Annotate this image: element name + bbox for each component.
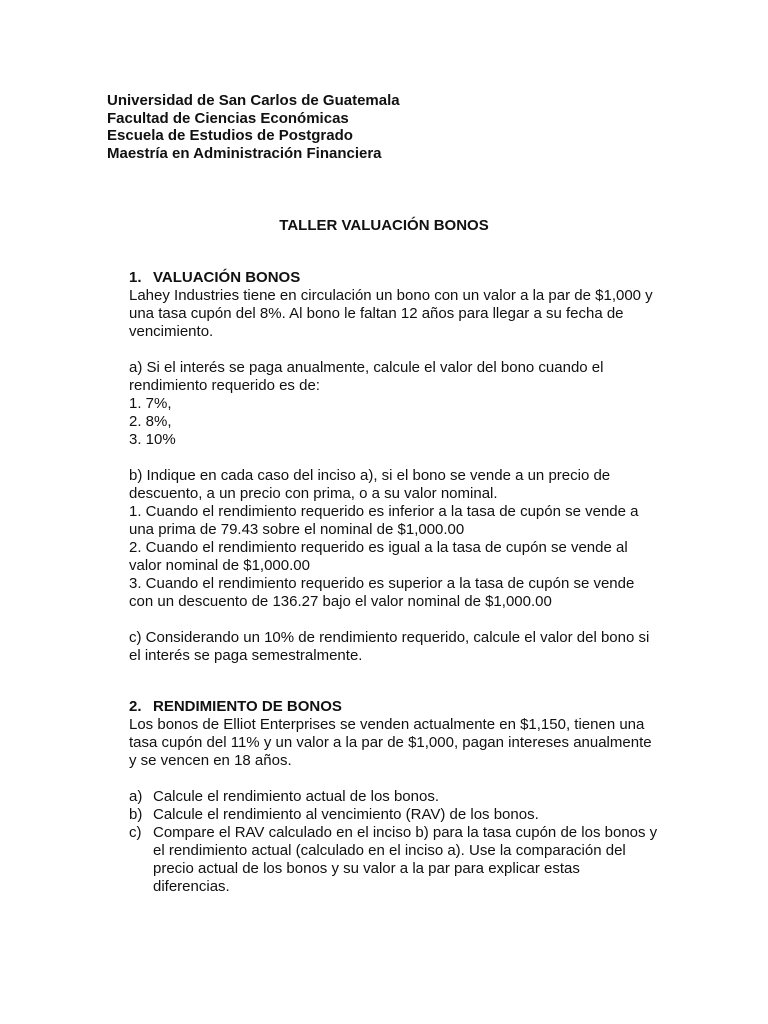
text-line: rendimiento requerido es de:	[129, 377, 320, 394]
list-item-label: c)	[129, 824, 142, 841]
question-part-b	[129, 467, 669, 611]
institution-header	[107, 92, 400, 162]
text-line: una tasa cupón del 8%. Al bono le faltan 12 años para llegar a su fecha de	[129, 305, 624, 322]
list-item	[129, 824, 669, 896]
list-item: 2. 8%,	[129, 413, 172, 430]
text-line: 3. Cuando el rendimiento requerido es superior a la tasa de cupón se vende	[129, 575, 635, 592]
list-item-text: Compare el RAV calculado en el inciso b) para la tasa cupón de los bonos y	[153, 824, 658, 841]
text-line: a) Si el interés se paga anualmente, calcule el valor del bono cuando el	[129, 359, 604, 376]
section-bond-valuation	[129, 269, 669, 665]
question-list	[129, 788, 669, 896]
text-line: Los bonos de Elliot Enterprises se venden actualmente en $1,150, tienen una	[129, 716, 645, 733]
text-line: una prima de 79.43 sobre el nominal de $1,000.00	[129, 521, 465, 538]
section-heading-text: VALUACIÓN BONOS	[153, 269, 301, 286]
section-intro	[129, 287, 669, 341]
list-item	[129, 806, 669, 824]
document-title: TALLER VALUACIÓN BONOS	[279, 217, 489, 234]
question-part-a	[129, 359, 669, 449]
section-heading	[129, 269, 669, 287]
section-heading	[129, 698, 669, 716]
section-number: 1.	[129, 269, 142, 286]
text-line: c) Considerando un 10% de rendimiento requerido, calcule el valor del bono si	[129, 629, 650, 646]
question-part-c	[129, 629, 669, 665]
text-line: con un descuento de 136.27 bajo el valor nominal de $1,000.00	[129, 593, 552, 610]
list-item-label: a)	[129, 788, 143, 805]
text-line: 2. Cuando el rendimiento requerido es igual a la tasa de cupón se vende al	[129, 539, 628, 556]
header-line-faculty: Facultad de Ciencias Económicas	[107, 109, 349, 127]
list-item: 3. 10%	[129, 431, 176, 448]
list-item: 1. 7%,	[129, 395, 172, 412]
text-line: descuento, a un precio con prima, o a su valor nominal.	[129, 485, 498, 502]
text-line: b) Indique en cada caso del inciso a), si el bono se vende a un precio de	[129, 467, 611, 484]
text-line: y se vencen en 18 años.	[129, 752, 292, 769]
section-intro	[129, 716, 669, 770]
text-line: vencimiento.	[129, 323, 214, 340]
text-line: el interés se paga semestralmente.	[129, 647, 363, 664]
list-item	[129, 788, 669, 806]
list-item-text: diferencias.	[153, 878, 230, 895]
header-line-school: Escuela de Estudios de Postgrado	[107, 127, 353, 144]
header-line-program: Maestría en Administración Financiera	[107, 144, 382, 162]
section-number: 2.	[129, 698, 142, 715]
list-item-text: Calcule el rendimiento al vencimiento (RAV) de los bonos.	[153, 806, 539, 823]
text-line: tasa cupón del 11% y un valor a la par de $1,000, pagan intereses anualmente	[129, 734, 652, 751]
text-line: valor nominal de $1,000.00	[129, 557, 310, 574]
list-item-text: el rendimiento actual (calculado en el inciso a). Use la comparación del	[153, 842, 626, 859]
list-item-text: precio actual de los bonos y su valor a la par para explicar estas	[153, 860, 580, 877]
text-line: 1. Cuando el rendimiento requerido es inferior a la tasa de cupón se vende a	[129, 503, 639, 520]
section-bond-yield	[129, 698, 669, 896]
text-line: Lahey Industries tiene en circulación un bono con un valor a la par de $1,000 y	[129, 287, 653, 304]
list-item-label: b)	[129, 806, 143, 823]
header-line-university: Universidad de San Carlos de Guatemala	[107, 92, 400, 109]
section-heading-text: RENDIMIENTO DE BONOS	[153, 698, 342, 715]
list-item-text: Calcule el rendimiento actual de los bonos.	[153, 788, 440, 805]
